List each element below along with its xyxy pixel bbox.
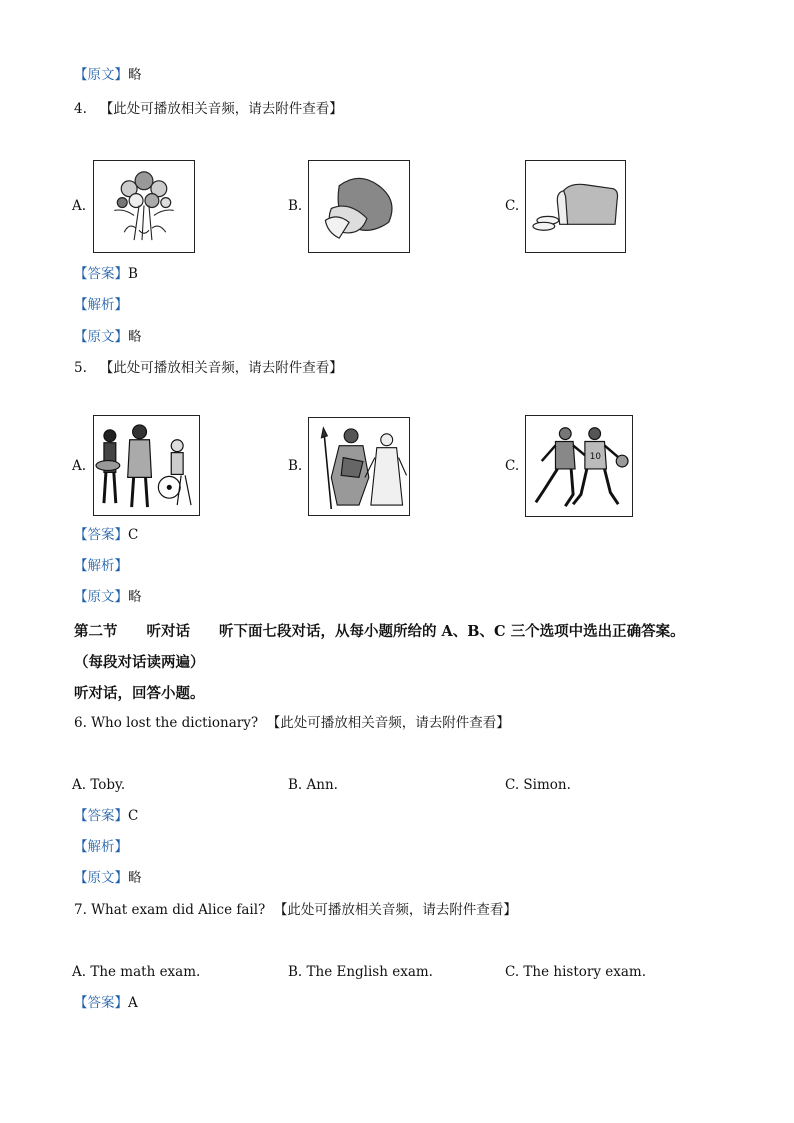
audio-note[interactable]: 【此处可播放相关音频，请去附件查看】 bbox=[99, 101, 343, 117]
q6-option-a[interactable]: A. Toby. bbox=[72, 777, 126, 793]
audio-note[interactable]: 【此处可播放相关音频，请去附件查看】 bbox=[273, 902, 517, 918]
question-number: 4. bbox=[74, 101, 87, 117]
answer-tag: 【答案】 bbox=[74, 808, 128, 824]
original-text: 略 bbox=[128, 870, 142, 886]
question-text: 6. Who lost the dictionary? bbox=[74, 715, 259, 731]
section2-heading: 第二节 听对话 听下面七段对话，从每小题所给的 A、B、C 三个选项中选出正确答案。 bbox=[74, 623, 685, 640]
q5-option-c-letter[interactable]: C. bbox=[505, 458, 520, 474]
q4-original-line bbox=[74, 328, 142, 346]
audio-note[interactable]: 【此处可播放相关音频，请去附件查看】 bbox=[266, 715, 510, 731]
q5-option-b-letter[interactable]: B. bbox=[288, 458, 303, 474]
cabbage-icon[interactable] bbox=[308, 160, 410, 253]
question-text: 7. What exam did Alice fail? bbox=[74, 902, 266, 918]
answer-value: A bbox=[128, 995, 138, 1011]
audio-note[interactable]: 【此处可播放相关音频，请去附件查看】 bbox=[99, 360, 343, 376]
answer-tag: 【答案】 bbox=[74, 995, 128, 1011]
q5-prompt bbox=[74, 359, 343, 377]
q3-original-line bbox=[74, 66, 142, 84]
rock-band-icon[interactable] bbox=[93, 415, 200, 516]
q4-option-b-letter[interactable]: B. bbox=[288, 198, 303, 214]
q7-option-a[interactable]: A. The math exam. bbox=[72, 964, 201, 980]
question-number: 5. bbox=[74, 360, 87, 376]
q6-option-b[interactable]: B. Ann. bbox=[288, 777, 338, 793]
q6-analysis-line: 【解析】 bbox=[74, 839, 128, 855]
q6-option-c[interactable]: C. Simon. bbox=[505, 777, 571, 793]
original-tag: 【原文】 bbox=[74, 329, 128, 345]
basketball-players-icon[interactable] bbox=[525, 415, 633, 517]
q4-option-a-letter[interactable]: A. bbox=[72, 198, 87, 214]
original-text: 略 bbox=[128, 589, 142, 605]
bread-loaf-icon[interactable] bbox=[525, 160, 626, 253]
original-tag: 【原文】 bbox=[74, 870, 128, 886]
original-tag: 【原文】 bbox=[74, 67, 128, 83]
q5-option-a-letter[interactable]: A. bbox=[72, 458, 87, 474]
answer-value: C bbox=[128, 527, 139, 543]
original-text: 略 bbox=[128, 67, 142, 83]
answer-value: C bbox=[128, 808, 139, 824]
answer-tag: 【答案】 bbox=[74, 527, 128, 543]
svg-text:10: 10 bbox=[589, 452, 602, 463]
answer-tag: 【答案】 bbox=[74, 266, 128, 282]
q7-option-b[interactable]: B. The English exam. bbox=[288, 964, 433, 980]
original-text: 略 bbox=[128, 329, 142, 345]
q4-option-c-letter[interactable]: C. bbox=[505, 198, 520, 214]
q7-answer-line bbox=[74, 994, 138, 1012]
q7-option-c[interactable]: C. The history exam. bbox=[505, 964, 647, 980]
answer-value: B bbox=[128, 266, 138, 282]
q5-analysis-line: 【解析】 bbox=[74, 558, 128, 574]
q6-original-line bbox=[74, 869, 142, 887]
q5-original-line bbox=[74, 588, 142, 606]
q5-answer-line bbox=[74, 526, 138, 544]
opera-performers-icon[interactable] bbox=[308, 417, 410, 516]
q6-prompt bbox=[74, 714, 510, 732]
original-tag: 【原文】 bbox=[74, 589, 128, 605]
q4-answer-line bbox=[74, 265, 138, 283]
q7-prompt bbox=[74, 901, 517, 919]
q4-prompt bbox=[74, 100, 343, 118]
q4-analysis-line: 【解析】 bbox=[74, 297, 128, 313]
q6-answer-line bbox=[74, 807, 138, 825]
section2-instruction: 听对话，回答小题。 bbox=[74, 685, 205, 702]
flower-bouquet-icon[interactable] bbox=[93, 160, 195, 253]
section2-heading-cont: （每段对话读两遍） bbox=[74, 654, 205, 671]
